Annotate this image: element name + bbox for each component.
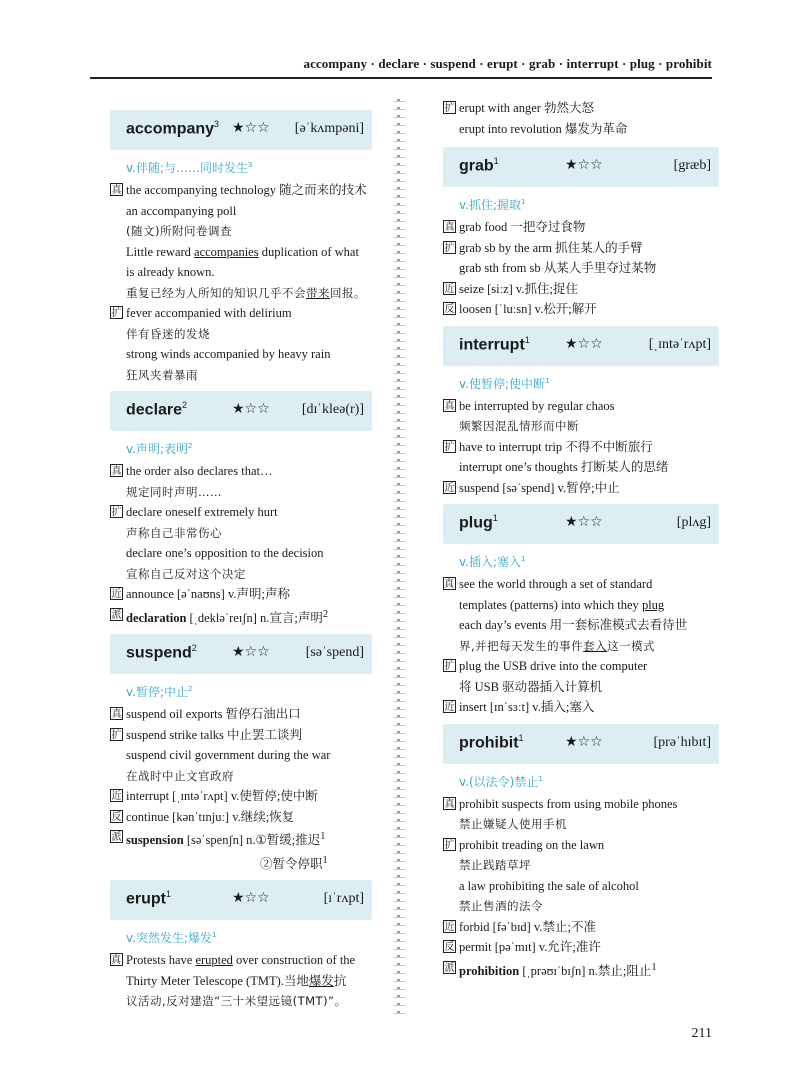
example-line: 派 suspension [səˈspenʃn] n.①暂缓;推迟$^1$	[111, 831, 326, 848]
example-line: 真 prohibit suspects from using mobile phones	[444, 796, 678, 811]
headword-box	[118, 634, 372, 674]
entry-plug	[443, 504, 719, 718]
example-line: 禁止践踏草坪	[459, 858, 531, 872]
tag-extend: 扩	[444, 839, 455, 851]
tag-true: 真	[444, 798, 455, 810]
example-line: 真 see the world through a set of standard	[444, 577, 653, 591]
example-line: an accompanying poll	[126, 203, 237, 218]
headword-box	[118, 880, 372, 920]
frequency-stars: ★☆☆	[565, 157, 603, 173]
headword: suspend$^2$	[126, 643, 197, 662]
headword-box	[118, 391, 372, 431]
frequency-stars: ★☆☆	[565, 514, 603, 530]
example-line: 真 suspend oil exports 暂停石油出口	[111, 707, 301, 722]
example-line: 近 interrupt [ˌɪntəˈrʌpt] v.使暂停;使中断	[111, 789, 318, 804]
tag-near: 近	[444, 702, 455, 713]
frequency-stars: ★☆☆	[565, 733, 603, 750]
example-line: 议活动,反对建造“三十米望远镜(TMT)”。	[126, 994, 347, 1009]
meaning: v.暂停;中止$^2$	[126, 685, 193, 700]
example-line: templates (patterns) into which they plug	[459, 597, 665, 612]
example-line: 伴有昏迷的发烧	[126, 326, 210, 341]
tag-antonym: 反	[444, 942, 455, 953]
tag-true: 真	[111, 466, 122, 477]
phonetic: [prəˈhɪbɪt]	[653, 734, 711, 750]
example-line: 派 prohibition [ˌprəʊɪˈbɪʃn] n.禁止;阻止$^1$	[444, 961, 657, 978]
entry-grab	[443, 147, 719, 320]
headword: interrupt$^1$	[459, 334, 530, 353]
example-line: 真 be interrupted by regular chaos	[444, 398, 615, 413]
headword: grab$^1$	[459, 156, 499, 175]
phonetic: [səˈspend]	[305, 645, 364, 661]
example-line: 界,并把每天发生的事件套入这一模式	[459, 638, 656, 653]
tag-antonym: 反	[111, 811, 122, 823]
example-line: 禁止嫌疑人使用手机	[459, 817, 567, 831]
example-line: 扩 grab sb by the arm 抓住某人的手臂	[444, 240, 643, 255]
example-line: 将 USB 驱动器插入计算机	[459, 679, 603, 694]
meaning: v.(以法令)禁止$^1$	[459, 774, 543, 789]
example-line: 近 forbid [fəˈbɪd] v.禁止;不准	[444, 919, 597, 934]
example-line: ②暂令停职$^1$	[260, 854, 328, 871]
tag-true: 真	[444, 579, 454, 590]
phonetic: [græb]	[673, 158, 711, 173]
meaning: v.突然发生;爆发$^1$	[126, 931, 217, 946]
headword-box	[451, 724, 719, 764]
tag-near: 近	[444, 482, 455, 494]
example-line: 反 permit [pəˈmɪt] v.允许;准许	[444, 940, 601, 954]
meaning: v.伴随;与……同时发生$^3$	[126, 161, 253, 175]
tag-near: 近	[444, 283, 455, 295]
example-line: 扩 erupt with anger 勃然大怒	[444, 101, 595, 115]
tag-near: 近	[111, 589, 122, 600]
tag-extend: 扩	[444, 103, 455, 114]
tag-antonym: 反	[444, 304, 455, 315]
example-line: 扩 prohibit treading on the lawn	[444, 837, 605, 852]
tag-true: 真	[111, 955, 121, 967]
example-line: 在战时中止文官政府	[126, 768, 234, 783]
example-line: 狂风夹着暴雨	[126, 367, 198, 382]
example-line: erupt into revolution 爆发为革命	[459, 121, 628, 136]
example-line: 近 seize [siːz] v.抓住;捉住	[444, 281, 578, 296]
tag-extend: 扩	[444, 242, 455, 254]
headword-box	[451, 504, 719, 544]
example-line: 禁止售酒的法令	[459, 899, 543, 913]
headword: declare$^2$	[126, 400, 188, 419]
headword-box	[118, 110, 372, 150]
example-line: 扩 have to interrupt trip 不得不中断旅行	[444, 439, 653, 454]
headword: erupt$^1$	[126, 889, 172, 908]
frequency-stars: ★☆☆	[565, 335, 603, 352]
headword: accompany$^3$	[126, 119, 220, 138]
entry-declare	[110, 391, 372, 628]
example-line: 反 loosen [ˈluːsn] v.松开;解开	[444, 302, 597, 316]
headword: plug$^1$	[459, 513, 498, 532]
example-line: 规定同时声明……	[126, 484, 222, 499]
example-line: suspend civil government during the war	[126, 748, 331, 763]
example-line: Little reward accompanies duplication of what	[126, 244, 359, 259]
example-line: 频繁因混乱情形而中断	[459, 419, 579, 433]
example-line: 真 grab food 一把夺过食物	[444, 220, 586, 234]
phonetic: [ɪˈrʌpt]	[323, 891, 364, 907]
example-line: grab sth from sb 从某人手里夺过某物	[459, 261, 657, 275]
entry-interrupt	[443, 326, 719, 499]
tag-true: 真	[111, 709, 122, 721]
tag-true: 真	[444, 222, 455, 233]
phonetic: [əˈkʌmpəni]	[294, 121, 364, 136]
meaning: v.使暂停;使中断$^1$	[459, 376, 550, 391]
example-line: 近 announce [əˈnaʊns] v.声明;声称	[111, 587, 290, 601]
example-line: declare one’s opposition to the decision	[126, 546, 324, 560]
example-line: each day’s events 用一套标准模式去看待世	[459, 618, 688, 632]
phonetic: [ˌɪntəˈrʌpt]	[648, 336, 711, 352]
example-line: 声称自己非常伤心	[126, 525, 222, 540]
tag-near: 近	[444, 921, 455, 933]
phonetic: [plʌg]	[676, 515, 711, 530]
tag-extend: 扩	[111, 507, 122, 518]
tag-extend: 扩	[444, 661, 455, 672]
meaning: v.插入;塞入$^1$	[459, 555, 526, 569]
example-line: 近 suspend [səˈspend] v.暂停;中止	[444, 480, 620, 495]
headword-box	[451, 326, 719, 366]
example-line: 扩 suspend strike talks 中止罢工谈判	[111, 727, 303, 742]
entry-erupt	[110, 880, 372, 1012]
example-line: Thirty Meter Telescope (TMT).当地爆发抗	[126, 973, 347, 988]
entry-suspend	[110, 634, 372, 874]
tag-derived: 派	[111, 832, 122, 844]
example-line: (随文)所附问卷调查	[126, 224, 232, 238]
example-line: strong winds accompanied by heavy rain	[126, 347, 331, 361]
tag-extend: 扩	[444, 441, 455, 453]
example-line: 派 declaration [ˌdekləˈreɪʃn] n.宣言;声明$^2$	[111, 608, 329, 625]
frequency-stars: ★☆☆	[232, 890, 270, 907]
running-header: accompany · declare · suspend · erupt · grab · interrupt · plug · prohibit	[90, 56, 712, 79]
tag-derived: 派	[444, 962, 455, 974]
meaning: v.抓住;握取$^1$	[459, 198, 526, 212]
example-line: 扩 plug the USB drive into the computer	[444, 659, 648, 673]
example-line: 宣称自己反对这个决定	[126, 566, 246, 581]
page-number: 211	[691, 1026, 712, 1041]
entry-accompany	[110, 110, 372, 385]
column-divider	[393, 96, 405, 1016]
example-line: 近 insert [ɪnˈsɜːt] v.插入;塞入	[444, 700, 595, 714]
example-line: 扩 fever accompanied with delirium	[111, 306, 292, 320]
example-line: is already known.	[126, 265, 215, 279]
example-line: 真 Protests have erupted over construction of the	[111, 953, 356, 968]
tag-derived: 派	[111, 609, 122, 621]
tag-extend: 扩	[111, 729, 122, 741]
left-column	[110, 104, 372, 1018]
example-line: interrupt one’s thoughts 打断某人的思绪	[459, 460, 669, 474]
example-line: 真 the accompanying technology 随之而来的技术	[111, 183, 367, 197]
frequency-stars: ★☆☆	[232, 120, 270, 136]
example-line: 真 the order also declares that…	[111, 464, 273, 478]
example-line: 扩 declare oneself extremely hurt	[111, 505, 278, 519]
example-line: a law prohibiting the sale of alcohol	[459, 878, 639, 893]
meaning: v.声明;表明$^2$	[126, 442, 193, 456]
frequency-stars: ★☆☆	[232, 644, 270, 661]
tag-true: 真	[111, 185, 122, 196]
tag-extend: 扩	[111, 308, 122, 319]
headword: prohibit$^1$	[459, 732, 524, 751]
frequency-stars: ★☆☆	[232, 401, 270, 417]
entry-prohibit	[443, 724, 719, 982]
tag-near: 近	[111, 791, 122, 803]
phonetic: [dɪˈkleə(r)]	[301, 402, 364, 417]
right-column	[443, 98, 719, 987]
tag-true: 真	[444, 400, 455, 412]
headword-box	[451, 147, 719, 187]
example-line: 反 continue [kənˈtɪnjuː] v.继续;恢复	[111, 809, 295, 824]
example-line: 重复已经为人所知的知识几乎不会带来回报。	[126, 285, 366, 300]
